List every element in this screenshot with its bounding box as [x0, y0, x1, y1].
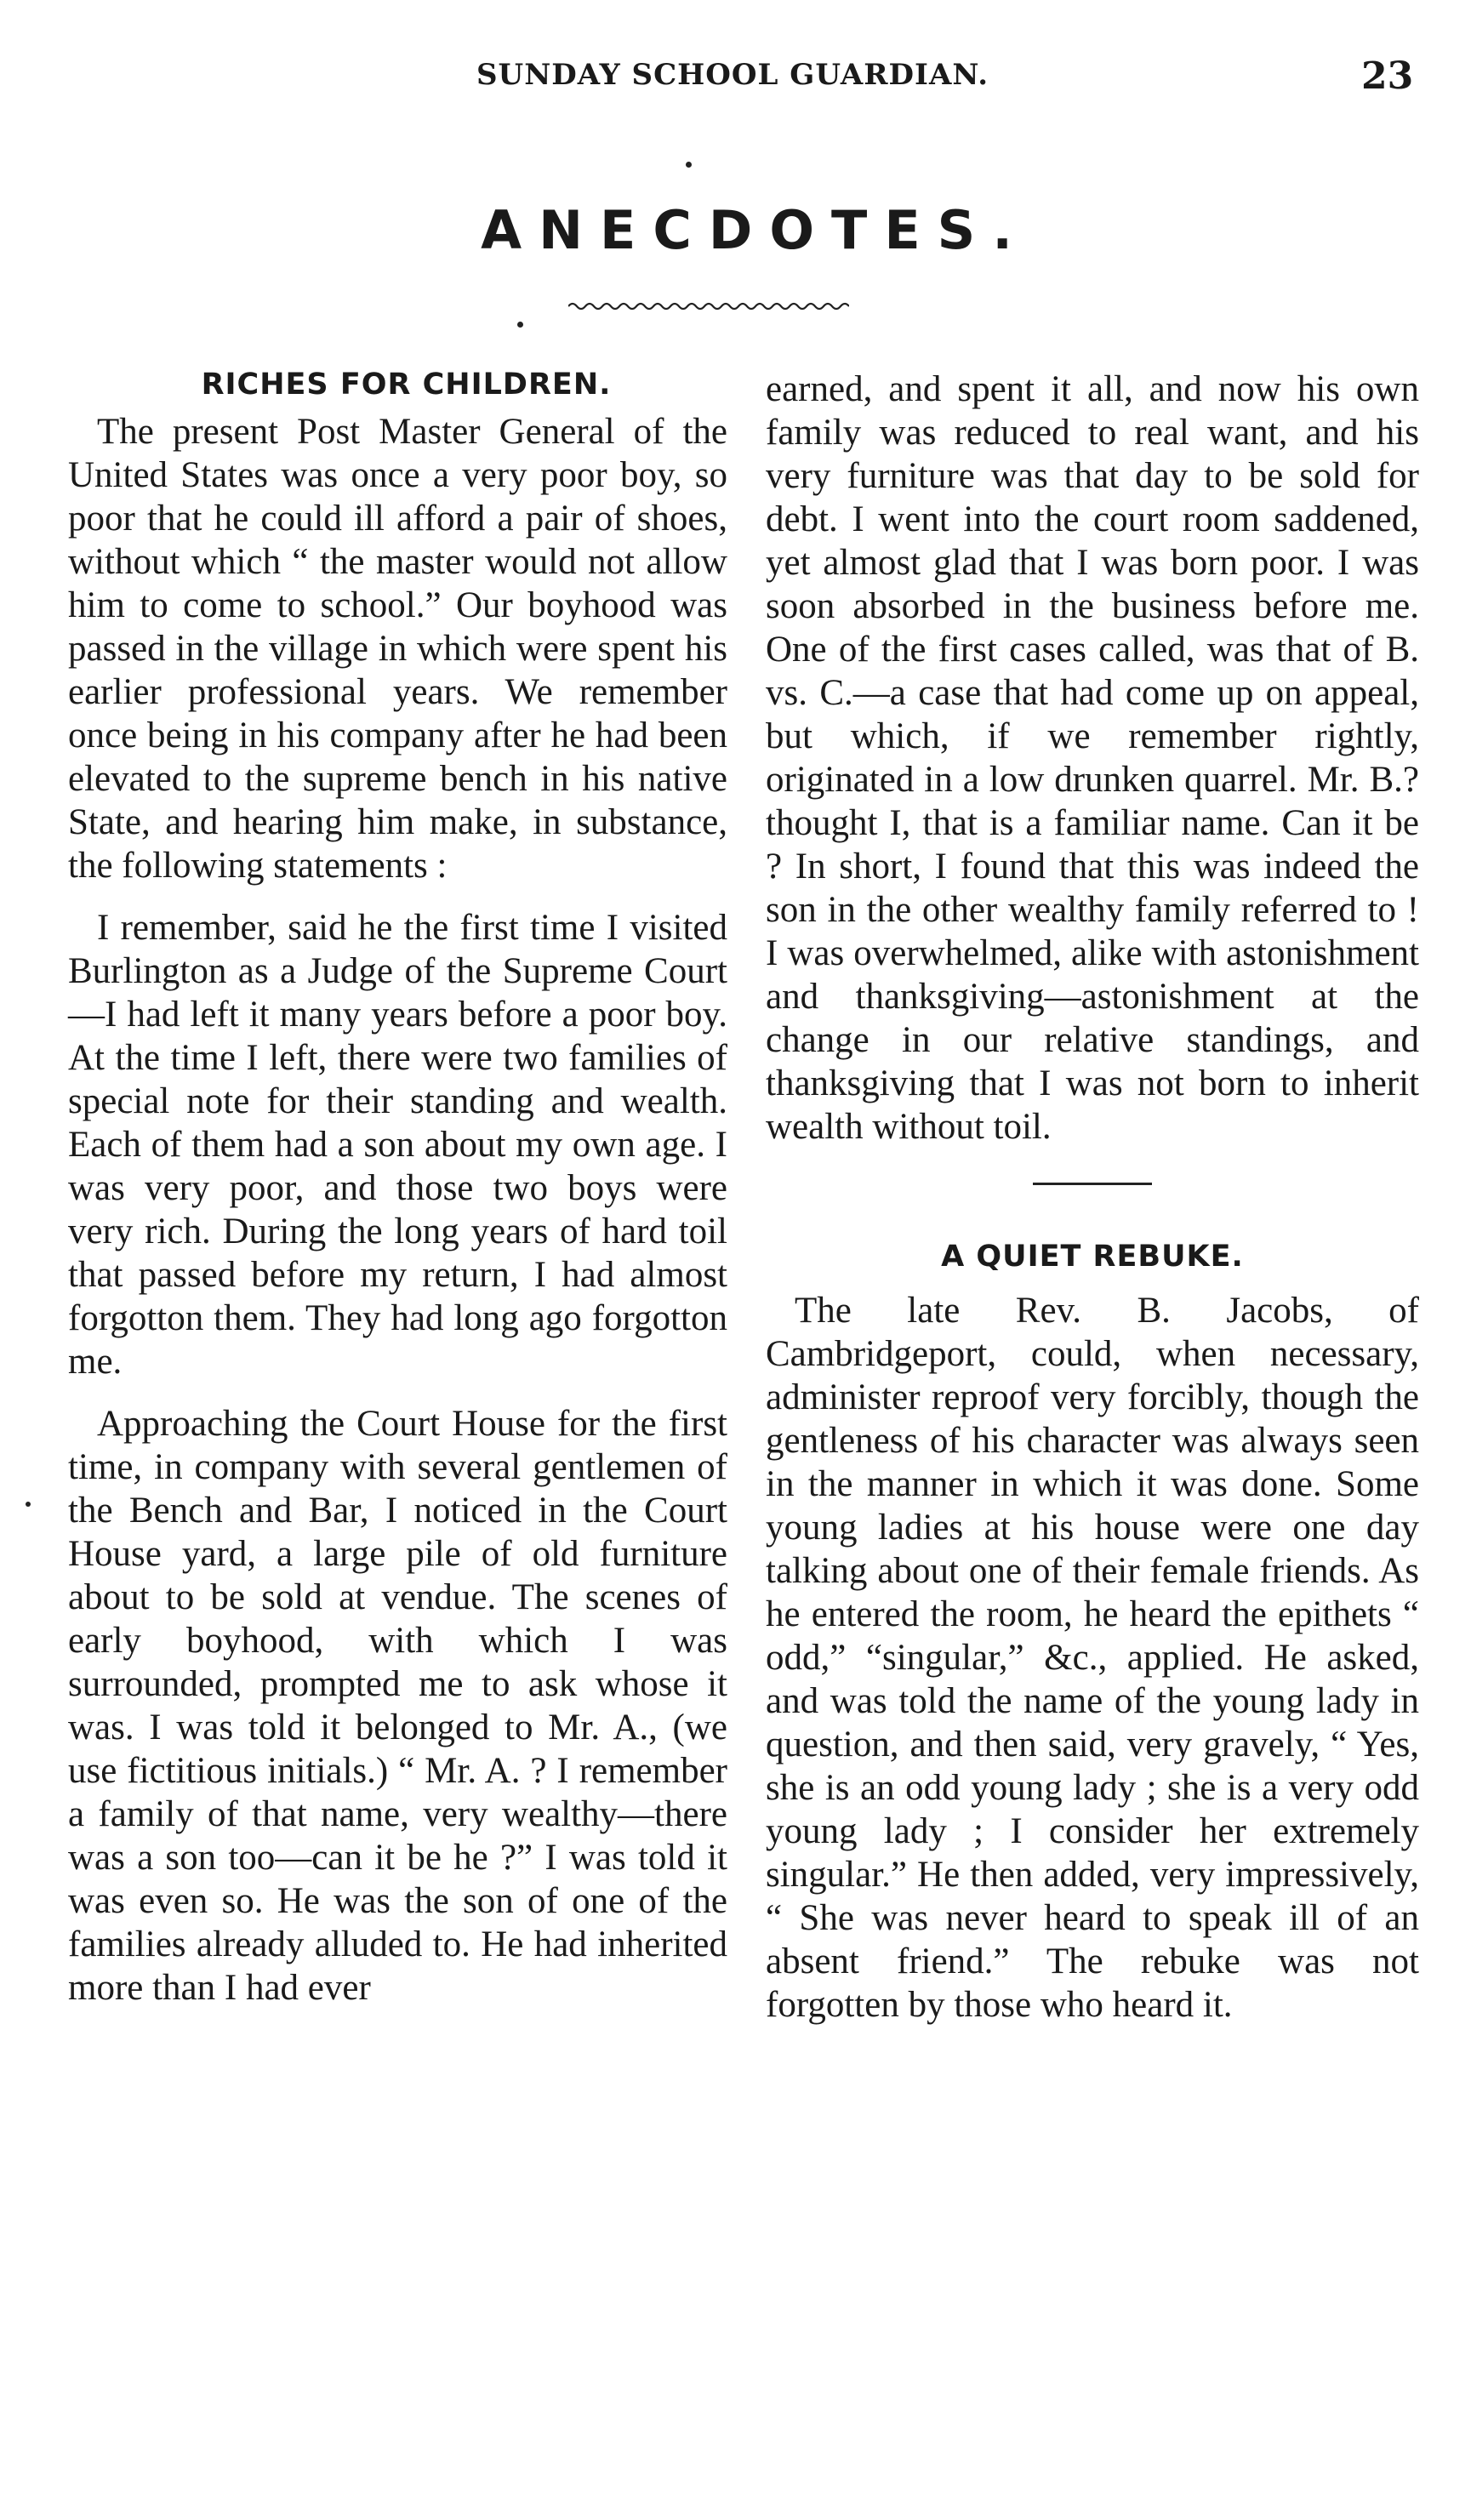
section-title: ANECDOTES.	[481, 199, 1029, 261]
running-head: SUNDAY SCHOOL GUARDIAN.	[476, 58, 989, 92]
ornament-dot	[26, 1502, 31, 1507]
paragraph: I remember, said he the first time I visited Burlington as a Judge of the Supreme Court—I had left it many years before a poor boy. At the time I left, there were two families of special note for their standing and wealth. Each of them had a son about my own age. I was very poor, and those two boys were very rich. During the long years of hard toil that passed before my return, I had almost forgotton them. They had long ago forgotton me.	[68, 908, 727, 1382]
left-column	[68, 368, 727, 2010]
paragraph-continued: earned, and spent it all, and now his own family was reduced to real want, and his very furniture was that day to be sold for debt. I went into the court room saddened, yet almost glad that I was born poor. I was soon absorbed in the business before me. One of the first cases called, was that of B. vs. C.—a case that had come up on appeal, but which, if we remember rightly, originated in a low drunken quarrel. Mr. B.? thought I, that is a familiar name. Can it be ? In short, I found that this was indeed the son in the other wealthy family referred to ! I was overwhelmed, alike with astonishment and thanksgiving—astonishment at the change in our relative standings, and thanksgiving that I was not born to inherit wealth without toil.	[766, 369, 1419, 1147]
ornamental-squiggle-rule	[568, 299, 849, 313]
article-heading-rebuke: A QUIET REBUKE.	[941, 1240, 1244, 1274]
article-heading-riches: RICHES FOR CHILDREN.	[201, 368, 612, 402]
paragraph: The present Post Master General of the United States was once a very poor boy, so poor that he could ill afford a pair of shoes, without which “ the master would not allow him to come to school.” Our boyhood was passed in the village in which were spent his earlier professional years. We remember once being in his company after he had been elevated to the supreme bench in his native State, and hearing him make, in substance, the following statements :	[68, 412, 727, 886]
paragraph: The late Rev. B. Jacobs, of Cambridgeport, could, when necessary, administer reproof very forcibly, though the gentleness of his character was always seen in the manner in which it was done. Some young ladies at his house were one day talking about one of their female friends. As he entered the room, he heard the epithets “ odd,” “singular,” &c., applied. He asked, and was told the name of the young lady in question, and then said, very gravely, “ Yes, she is an odd young lady ; she is a very odd young lady ; I consider her extremely singular.” He then added, very impressively, “ She was never heard to speak ill of an absent friend.” The rebuke was not forgotten by those who heard it.	[766, 1291, 1419, 2025]
ornament-dot	[686, 162, 692, 168]
section-divider	[1033, 1183, 1152, 1185]
right-column	[766, 368, 1419, 2027]
page-number: 23	[1361, 54, 1414, 98]
paragraph: Approaching the Court House for the first time, in company with several gentlemen of the Bench and Bar, I noticed in the Court House yard, a large pile of old furniture about to be sold at vendue. The scenes of early boyhood, with which I was surrounded, prompted me to ask whose it was. I was told it belonged to Mr. A., (we use fictitious initials.) “ Mr. A. ? I remember a family of that name, very wealthy—there was a son too—can it be he ?” I was told it was even so. He was the son of one of the families already alluded to. He had inherited more than I had ever	[68, 1404, 727, 2008]
ornament-dot	[517, 322, 523, 328]
